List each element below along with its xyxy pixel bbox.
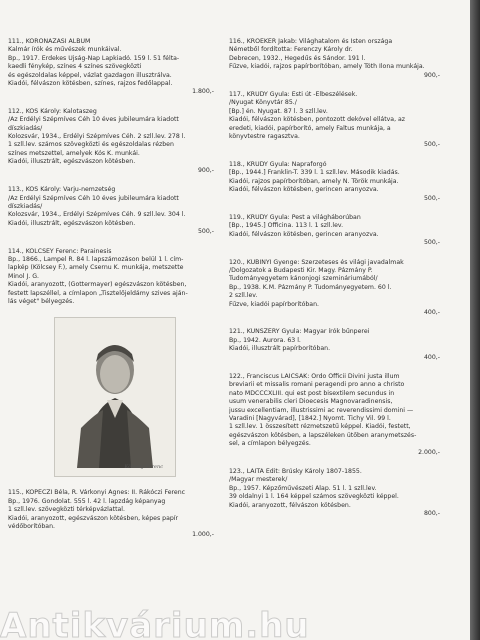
catalog-entry-115 [8,489,214,539]
entry-line: Kiadói, félvászon kötésben, gerincen aranyozva. [229,186,379,194]
entry-line: 2 szll.lev. [229,292,258,300]
left-column [8,38,214,551]
entry-title: 111., KORONÁZÁSI ALBUM [8,38,91,45]
entry-line: Kiadói, rajzos papírborítóban, amely N. Török munkája. [229,177,399,185]
entry-line: díszkiadás/ [8,202,43,210]
catalog-entry-118 [229,161,440,203]
entry-price: 500,- [423,141,440,149]
entry-price: 1.800,- [192,88,214,96]
entry-price: 1.000,- [192,531,214,539]
entry-line: eredeti, kiadói, papírborító, amely Faltus munkája, a [229,124,391,132]
entry-price: 500,- [197,228,214,236]
entry-line: Németből fordította: Ferenczy Károly dr. [229,46,353,54]
entry-line: sel, a címlapon bélyegzés. [229,440,311,448]
entry-line: Kiadói, illusztrált, egészvászon kötésben. [8,158,136,166]
book-spine-shadow [470,0,480,640]
entry-line: Kiadói, félvászon kötésben, gerincen aranyozva. [229,230,379,238]
entry-line: /Nyugat Könyvtár 85./ [229,99,297,107]
entry-title: 112., KÓS Károly: Kalotaszeg [8,107,97,115]
catalog-entry-122 [229,373,440,457]
entry-price: 2.000,- [418,448,440,456]
portrait-signature: Kölcsey Ferenc [124,464,163,471]
entry-title: 115., KOPECZI Béla, R. Várkonyi Ágnes: II. Rákóczi Ferenc [8,489,186,497]
entry-line: könyvtestre ragasztva. [229,133,300,141]
entry-line: /Magyar mesterek/ [229,476,288,484]
entry-line: breviarii et missalis romani peragendi pro anno a christo [229,381,405,389]
catalog-entry-111 [8,38,214,97]
entry-line: 1 szll.lev. 1 összesített rézmetszetű képpel. Kiadói, festett, [229,423,411,431]
entry-line: Kiadói, félvászon kötésben, pontozott dekóvel ellátva, az [229,116,406,124]
entry-title: 117., KRÚDY Gyula: Esti út -Elbeszélések. [229,91,358,99]
entry-title: 113., KÓS Károly: Varju-nemzetség [8,186,116,194]
entry-line: 39 oldalnyi 1 l. 164 képpel számos szövegközti képpel. [229,493,399,501]
portrait-engraving [54,317,176,477]
entry-line: Kalmár írók és művészek munkáival. [8,46,122,54]
entry-price: 900,- [423,71,440,79]
catalog-entry-120 [229,259,440,318]
catalog-entry-117 [229,91,440,150]
entry-line: Debrecen, 1932., Hegedűs és Sándor. 191 l. [229,54,366,62]
entry-line: Kiadói, illusztrált, egészvászon kötésben. [8,219,136,227]
right-column [229,38,440,530]
entry-line: Bp., 1957. Képzőművészeti Alap. 51 l. 1 szll.lev. [229,484,377,492]
entry-line: Bp., 1942. Aurora. 63 l. [229,336,301,344]
entry-price: 800,- [423,510,440,518]
entry-line: Fűzve, kiadói papírborítóban. [229,300,319,308]
entry-title: 122., Franciscus LAICSÁK: Ordo Officii Divini justa illum [229,373,400,380]
catalog-entry-113 [8,186,214,236]
entry-price: 500,- [423,239,440,247]
entry-line: /Dolgozatok a Budapesti Kir. Magy. Pázmány P. [229,266,373,274]
entry-line: Bp., 1938. K.M. Pázmány P. Tudományegyetem. 60 l. [229,283,392,291]
entry-line: színes metszettel, amelyek Kós K. munkái. [8,149,140,157]
entry-line: díszkiadás/ [8,124,43,132]
entry-line: Kolozsvár, 1934., Erdélyi Szépmíves Céh. 9 szll.lev. 304 l. [8,211,186,219]
entry-line: lás véget" bélyegzés. [8,297,75,305]
entry-price: 400,- [423,353,440,361]
entry-line: Kolozsvár, 1934., Erdélyi Szépmíves Céh. 2 szll.lev. 278 l. [8,133,186,141]
catalog-entry-116 [229,38,440,80]
entry-line: Varadini [Nagyvárad], [1842.] Nyomt. Tichy Vil. 99 l. [229,415,391,423]
entry-line: Bp., 1976. Gondolat. 555 l. 42 l. lapzdág képanyag [8,497,166,505]
entry-line: /Az Erdélyi Szépmíves Céh 10 éves jubileumára kiadott [8,194,179,202]
entry-line: kaedli fénykép, színes 4 színes szövegközti [8,63,142,71]
entry-line: [Bp., 1944.] Franklin-T. 339 l. 1 szll.lev. Második kiadás. [229,169,400,177]
entry-title: 120., KUBINYI Gyenge: Szerzeteses és világi javadalmak [229,258,404,266]
entry-title: 121., KUNSZERY Gyula: Magyar írók bűnperei [229,328,370,336]
catalog-entry-114 [8,248,214,307]
entry-line: Fűzve, kiadói, rajzos papírborítóban, amely Tóth Ilona munkája. [229,63,425,71]
entry-price: 400,- [423,308,440,316]
entry-line: [Bp., 1945.] Officina. 113 l. 1 szll.lev. [229,222,344,230]
catalog-entry-112 [8,108,214,175]
entry-line: Tudományegyetem kánonjogi szemináriumából/ [229,275,378,283]
entry-price: 500,- [423,194,440,202]
entry-line: 1 szll.lev. szövegközti térképvázlattal. [8,506,125,514]
entry-line: festett lapszéllel, a címlapon „Tisztelőjeldámy szives aján- [8,289,188,297]
catalog-entry-123 [229,468,440,518]
entry-line: Kiadói, aranyozott, félvászon kötésben. [229,501,351,509]
catalog-entry-119 [229,214,440,248]
entry-line: és egészoldalas képpel, vázlat gazdagon illusztrálva. [8,71,172,79]
entry-title: 114., KÖLCSEY Ferenc: Parainesis [8,247,112,255]
entry-title: 119., KRÚDY Gyula: Pest a világháborúban [229,213,361,221]
entry-line: védőborítóban. [8,523,55,530]
entry-line: [Bp.] én. Nyugat. 87 l. 3 szll.lev. [229,107,328,115]
watermark: Antikvárium.hu [0,606,310,640]
entry-line: jussu excellentiam, illustrissimi ac reverendissimi domini — [229,406,414,414]
catalog-entry-121 [229,328,440,362]
entry-title: 116., KROEKER Jakab: Világhatalom és Isten országa [229,38,393,45]
entry-title: 118., KRÚDY Gyula: Napraforgó [229,160,327,168]
entry-line: nato MDCCCXLIII. qui est post bisextilem secundus in [229,389,395,397]
entry-line: Bp., 1866., Lampel R. 84 l. lapszámozáson belül 1 l. cím- [8,255,184,263]
entry-line: usum venerabilis cleri Dioecesis Magnovaradinensis, [229,398,393,406]
entry-line: Kiadói, illusztrált papírborítóban. [229,345,331,353]
entry-line: lapkép (Kölcsey F.), amely Csernu K. munkája, metszette [8,264,184,272]
entry-line: egészvászon kötésben, a lapszéleken ütőben aranymetszés- [229,431,417,439]
entry-line: 1 szll.lev. számos szövegközti és egészoldalas rézben [8,141,174,149]
entry-line: Minol J. G. [8,272,39,280]
entry-price: 900,- [197,166,214,174]
entry-line: Kiadói, aranyozott, egészvászon kötésben, képes papír [8,514,179,522]
entry-line: Bp., 1917. Érdekes Újság-Nap Lapkiadó. 159 l. 51 félta- [8,54,180,62]
entry-line: Kiadói, félvászon kötésben, színes, rajzos fedőlappal. [8,80,173,88]
entry-line: /Az Erdélyi Szépmíves Céh 10 éves jubileumára kiadott [8,116,179,124]
entry-line: Kiadói, aranyozott, (Gottermayer) egészvászon kötésben, [8,281,187,289]
entry-title: 123., LAITA Edit: Brúsky Károly 1807-1855. [229,468,362,476]
